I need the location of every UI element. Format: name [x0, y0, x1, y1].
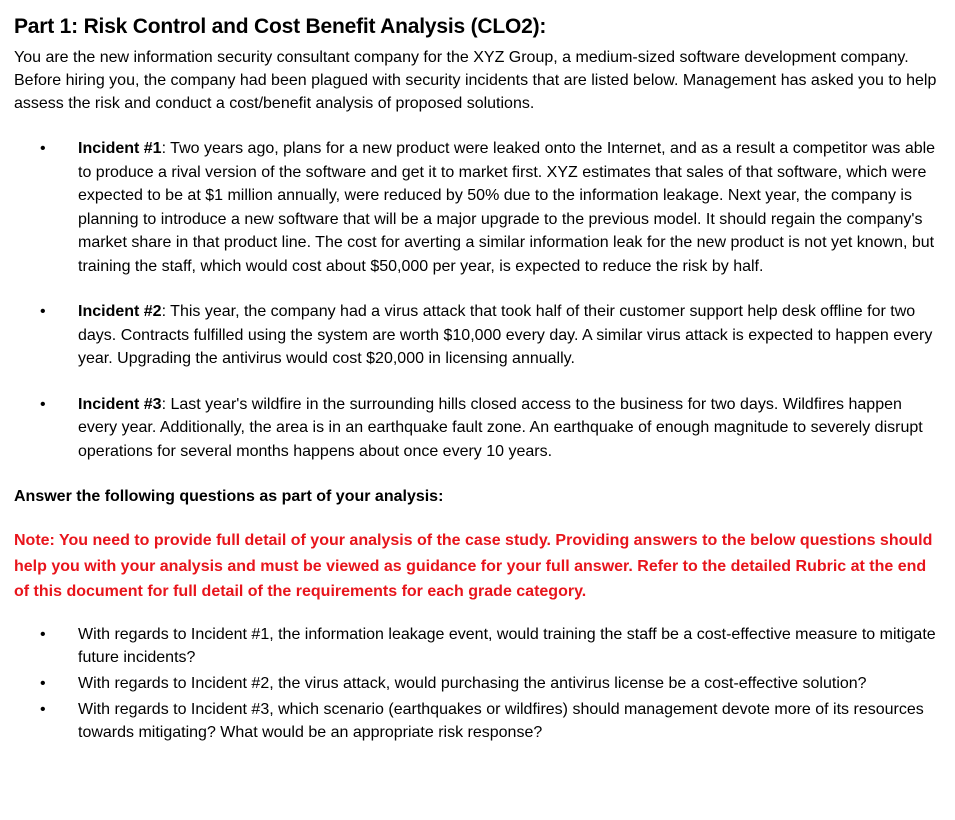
question-item	[14, 623, 939, 669]
bullet-icon: •	[40, 303, 46, 320]
incident-text: : Two years ago, plans for a new product were leaked onto the Internet, and as a result a competitor was able to produce a rival version of the software and get it to market first. XYZ estimates that sales of that software, which were expected to be at $1 million annually, were reduced by 50% due to the information leakage. Next year, the company is planning to introduce a new software that will be a major upgrade to the previous model. It should regain the company's market share in that product line. The cost for averting a similar information leak for the new product is not yet known, but training the staff, which would cost about $50,000 per year, is expected to reduce the risk by half.	[78, 140, 936, 275]
bullet-icon: •	[40, 140, 46, 157]
bullet-icon: •	[40, 700, 46, 718]
bullet-icon: •	[40, 674, 46, 692]
question-text: With regards to Incident #1, the information leakage event, would training the staff be a cost-effective measure to mitigate future incidents?	[78, 625, 936, 666]
question-text: With regards to Incident #2, the virus attack, would purchasing the antivirus license be a cost-effective solution?	[78, 674, 867, 692]
incident-label: Incident #2	[78, 303, 162, 320]
bullet-icon: •	[40, 395, 46, 413]
answer-heading: Answer the following questions as part of your analysis:	[14, 488, 444, 505]
intro-paragraph: You are the new information security consultant company for the XYZ Group, a medium-sized software development company. Before hiring you, the company had been plagued with security incidents that are listed below. Management has asked you to help assess the risk and conduct a cost/benefit analysis of proposed solutions.	[14, 49, 937, 112]
question-item	[14, 698, 939, 744]
incident-item	[14, 393, 939, 464]
question-item	[14, 672, 939, 695]
note-paragraph: Note: You need to provide full detail of your analysis of the case study. Providing answers to the below questions should help you with your analysis and must be viewed as guidance for your full answer. Refer to the detailed Rubric at the end of this document for full detail of the requirements for each grade category.	[14, 532, 933, 600]
incident-label: Incident #3	[78, 395, 162, 413]
question-list	[14, 623, 939, 744]
incident-label: Incident #1	[78, 140, 162, 157]
bullet-icon: •	[40, 625, 46, 643]
page-title: Part 1: Risk Control and Cost Benefit Analysis (CLO2):	[14, 15, 547, 38]
incident-list	[14, 137, 939, 463]
question-text: With regards to Incident #3, which scenario (earthquakes or wildfires) should management devote more of its resources towards mitigating? What would be an appropriate risk response?	[78, 700, 924, 741]
incident-item	[14, 137, 939, 278]
document-page	[14, 14, 939, 747]
incident-text: : Last year's wildfire in the surrounding hills closed access to the business for two days. Wildfires happen every year. Additionally, the area is in an earthquake fault zone. An earthquake of enough magnitude to severely disrupt operations for several months happens about once every 10 years.	[78, 395, 923, 460]
incident-item	[14, 300, 939, 371]
incident-text: : This year, the company had a virus attack that took half of their customer support help desk offline for two days. Contracts fulfilled using the system are worth $10,000 every day. A similar virus attack is expected to happen every year. Upgrading the antivirus would cost $20,000 in licensing annually.	[78, 303, 933, 367]
